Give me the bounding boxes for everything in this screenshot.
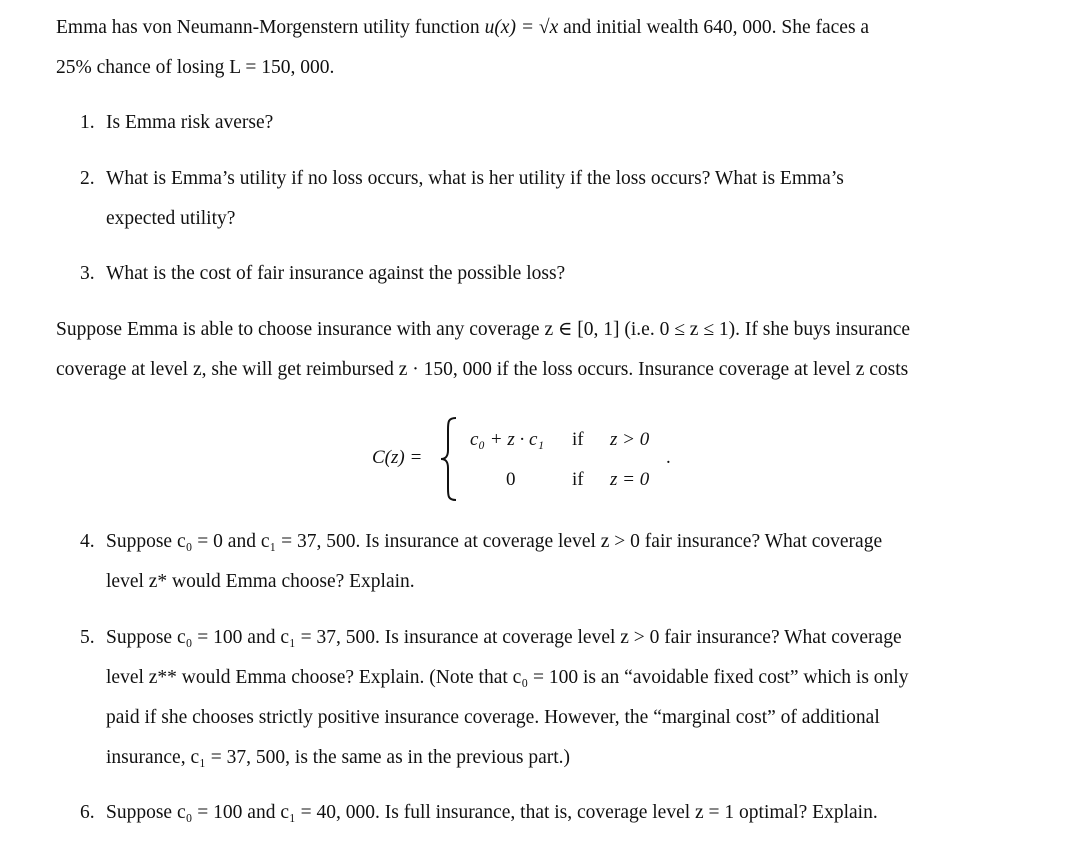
q4-number: 4.	[80, 531, 95, 552]
case-1-condition: z > 0	[610, 429, 650, 450]
q6-number: 6.	[80, 802, 95, 823]
q5-number: 5.	[80, 627, 95, 648]
q3-text: What is the cost of fair insurance against the possible loss?	[106, 263, 566, 284]
case-2-expression: 0	[506, 469, 516, 490]
setup-line-2: coverage at level z, she will get reimbursed z · 150, 000 if the loss occurs. Insurance coverage at level z costs	[56, 359, 909, 380]
case-1-if: if	[572, 429, 584, 450]
q1-number: 1.	[80, 112, 95, 133]
q2-line-2: expected utility?	[106, 208, 236, 229]
utility-function-math: u(x) = √x	[484, 17, 559, 38]
intro-line-1	[56, 16, 869, 40]
q2-number: 2.	[80, 168, 95, 189]
intro-text-b: and initial wealth 640, 000. She faces a	[558, 17, 870, 38]
q3-number: 3.	[80, 263, 95, 284]
intro-line-2: 25% chance of losing L = 150, 000.	[56, 57, 335, 78]
q2-line-1: What is Emma’s utility if no loss occurs, what is her utility if the loss occurs? What is Emma’s	[106, 168, 844, 189]
q5-line-4: insurance, c₁ = 37, 500, is the same as in the previous part.)	[106, 747, 571, 768]
setup-line-1: Suppose Emma is able to choose insurance with any coverage z ∈ [0, 1] (i.e. 0 ≤ z ≤ 1). If she buys insurance	[56, 319, 911, 340]
intro-text-a: Emma has von Neumann-Morgenstern utility function	[56, 17, 485, 38]
case-1-expression: c₀ + z · c₁	[470, 429, 545, 450]
case-2-condition: z = 0	[610, 469, 650, 490]
q5-line-1: Suppose c₀ = 100 and c₁ = 37, 500. Is insurance at coverage level z > 0 fair insurance? What coverage	[106, 627, 902, 648]
q4-line-2: level z* would Emma choose? Explain.	[106, 571, 415, 592]
equation-lhs: C(z) =	[372, 447, 423, 468]
q5-line-2: level z** would Emma choose? Explain. (Note that c₀ = 100 is an “avoidable fixed cost” which is only	[106, 667, 909, 688]
case-2-if: if	[572, 469, 584, 490]
q4-line-1: Suppose c₀ = 0 and c₁ = 37, 500. Is insurance at coverage level z > 0 fair insurance? What coverage	[106, 531, 883, 552]
q1-text: Is Emma risk averse?	[106, 112, 274, 133]
left-brace-icon	[438, 416, 460, 502]
q6-text: Suppose c₀ = 100 and c₁ = 40, 000. Is full insurance, that is, coverage level z = 1 optimal? Explain.	[106, 802, 878, 823]
q5-line-3: paid if she chooses strictly positive insurance coverage. However, the “marginal cost” of additional	[106, 707, 880, 728]
equation-period: .	[666, 447, 671, 468]
